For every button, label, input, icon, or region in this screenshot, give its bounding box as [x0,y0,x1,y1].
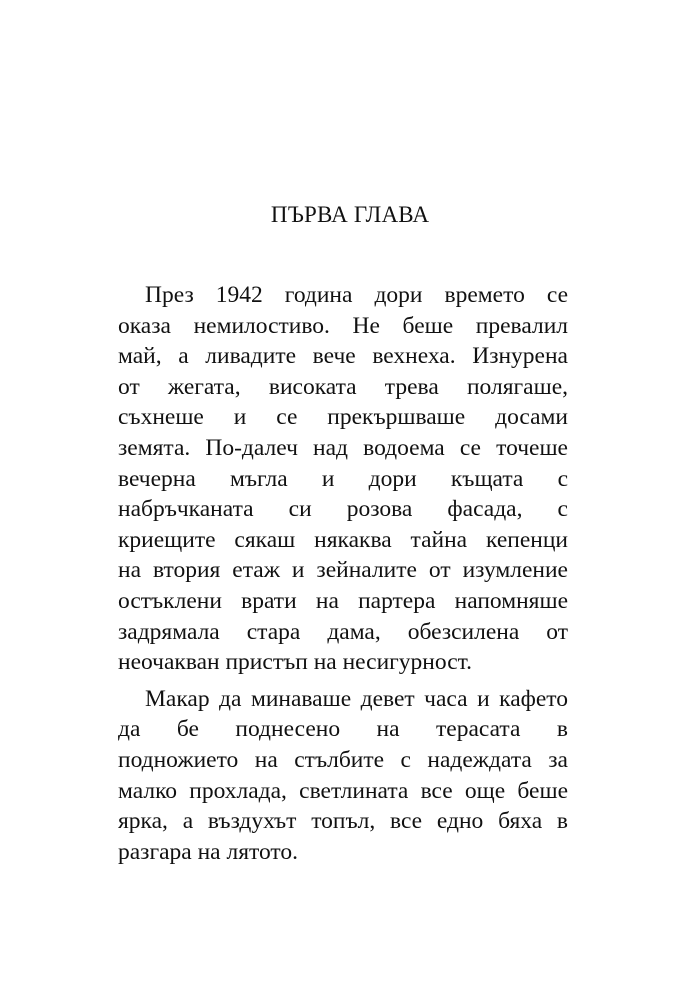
text-line: оказа немилостиво. Не беше превалил [118,312,568,339]
chapter-title: ПЪРВА ГЛАВА [270,202,430,227]
text-line: През 1942 година дори времето се [145,282,568,308]
text-line: на втория етаж и зейналите от изумление [118,557,568,584]
text-line: остъклени врати на партера напомняше [118,587,568,614]
text-line: съхнеше и се прекършваше досами [118,404,568,431]
text-line: земята. По-далеч над водоема се точеше [118,434,568,461]
text-line: Макар да минаваше девет часа и кафето [145,685,568,712]
text-line: вечерна мъгла и дори къщата с [118,465,568,492]
text-line: ярка, а въздухът топъл, все едно бяха в [118,808,568,835]
text-line: от жегата, високата трева полягаше, [118,373,568,400]
text-line: да бе поднесено на терасата в [118,716,568,743]
paragraph-2 [118,684,568,868]
text-line: набръчканата си розова фасада, с [118,496,568,523]
text-line: подножието на стълбите с надеждата за [118,746,568,773]
text-line: неочакван пристъп на несигурност. [118,649,473,676]
text-line: разгара на лятото. [118,838,298,865]
text-line: малко прохлада, светлината все още беше [118,777,568,804]
paragraph-1 [118,280,568,678]
text-line: задрямала стара дама, обезсилена от [118,618,568,645]
chapter-body [118,280,568,867]
text-line: криещите сякаш някаква тайна кепенци [118,526,568,553]
text-line: май, а ливадите вече вехнеха. Изнурена [118,343,568,370]
